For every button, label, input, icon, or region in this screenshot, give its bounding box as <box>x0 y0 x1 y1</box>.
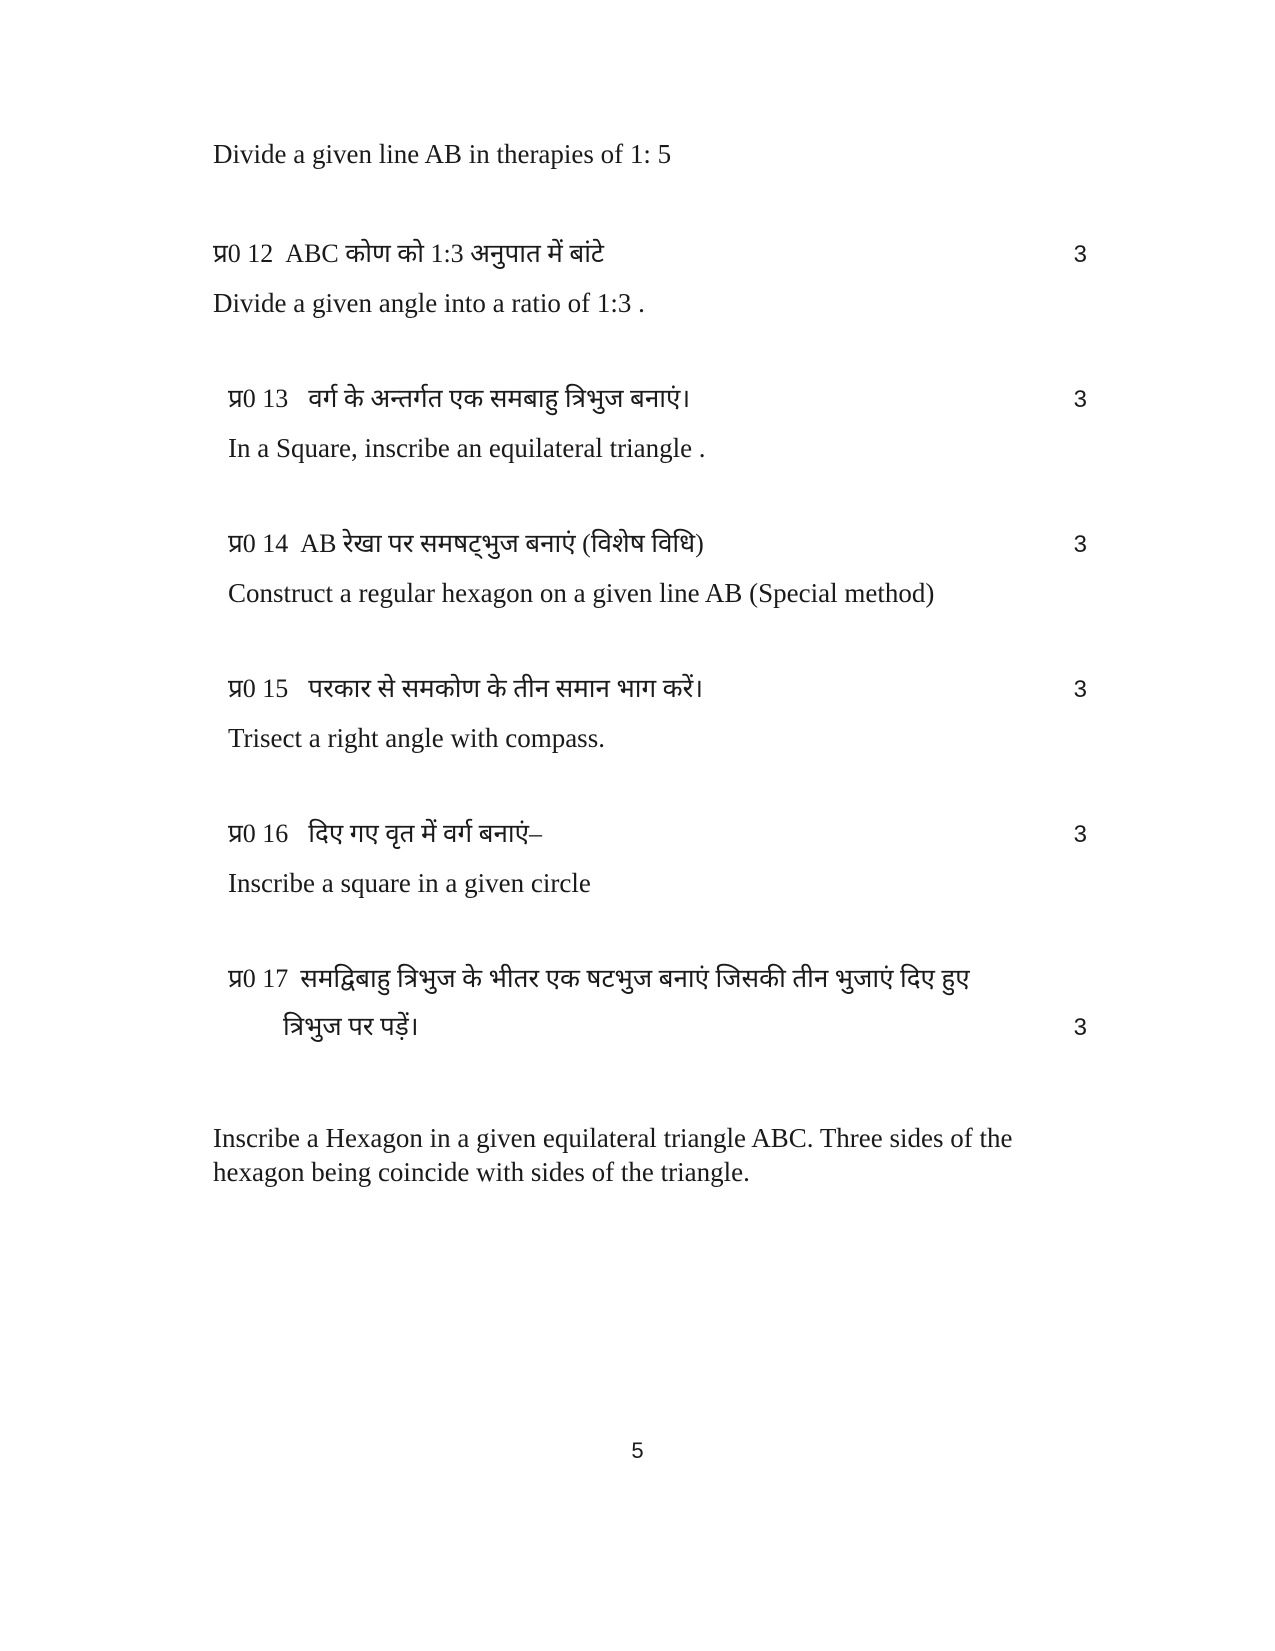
question-hindi-line <box>228 962 1087 996</box>
question-hindi-line <box>228 672 1087 707</box>
question-hindi-continued <box>228 1010 419 1044</box>
question-hindi-text: वर्ग के अन्तर्गत एक समबाहु त्रिभुज बनाएं। <box>308 384 691 413</box>
question-english-text: Divide a given angle into a ratio of 1:3 . <box>213 288 645 318</box>
question-english-text: Trisect a right angle with compass. <box>228 723 605 753</box>
question-hindi-text: परकार से समकोण के तीन समान भाग करें। <box>308 674 704 703</box>
question-number: प्र0 12 <box>213 239 274 268</box>
question-hindi-line-2 <box>228 1010 1087 1045</box>
question-hindi-line <box>228 817 1087 852</box>
question-marks: 3 <box>1073 241 1087 268</box>
question-14 <box>228 527 1087 610</box>
question-hindi-text: त्रिभुज पर पड़ें। <box>283 1012 419 1041</box>
question-english-text: In a Square, inscribe an equilateral triangle . <box>228 433 706 463</box>
question-number: प्र0 13 <box>228 384 289 413</box>
question-marks: 3 <box>1073 821 1087 848</box>
question-marks: 3 <box>1073 1014 1087 1041</box>
question-hindi <box>228 672 703 706</box>
question-hindi-text: AB रेखा पर समषट्भुज बनाएं (विशेष विधि) <box>300 529 704 558</box>
question-hindi-text: ABC कोण को 1:3 अनुपात में बांटे <box>285 239 605 268</box>
question-hindi-line <box>213 237 1087 272</box>
question-hindi <box>228 527 704 561</box>
intro-line: Divide a given line AB in therapies of 1: 5 <box>213 139 672 169</box>
question-hindi-line <box>228 382 1087 417</box>
question-hindi <box>228 817 542 851</box>
question-17 <box>228 962 1087 1045</box>
question-marks: 3 <box>1073 676 1087 703</box>
closing-paragraph: Inscribe a Hexagon in a given equilateral triangle ABC. Three sides of the hexagon being coincide with sides of the triangle. <box>213 1123 1013 1187</box>
question-12 <box>213 237 1087 320</box>
question-hindi-line <box>228 527 1087 562</box>
question-english-text: Inscribe a square in a given circle <box>228 868 591 898</box>
question-number: प्र0 16 <box>228 819 289 848</box>
question-marks: 3 <box>1073 386 1087 413</box>
question-hindi <box>228 962 970 996</box>
question-hindi <box>213 237 604 271</box>
question-english-text: Construct a regular hexagon on a given line AB (Special method) <box>228 578 935 608</box>
question-hindi <box>228 382 690 416</box>
question-number: प्र0 15 <box>228 674 289 703</box>
question-number: प्र0 14 <box>228 529 289 558</box>
question-hindi-text: दिए गए वृत में वर्ग बनाएं– <box>308 819 543 848</box>
page-number: 5 <box>631 1438 644 1463</box>
question-number: प्र0 17 <box>228 964 289 993</box>
question-13 <box>228 382 1087 465</box>
question-marks: 3 <box>1073 531 1087 558</box>
question-15 <box>228 672 1087 755</box>
question-16 <box>228 817 1087 900</box>
question-hindi-text: समद्विबाहु त्रिभुज के भीतर एक षटभुज बनाएं जिसकी तीन भुजाएं दिए हुए <box>300 964 970 993</box>
